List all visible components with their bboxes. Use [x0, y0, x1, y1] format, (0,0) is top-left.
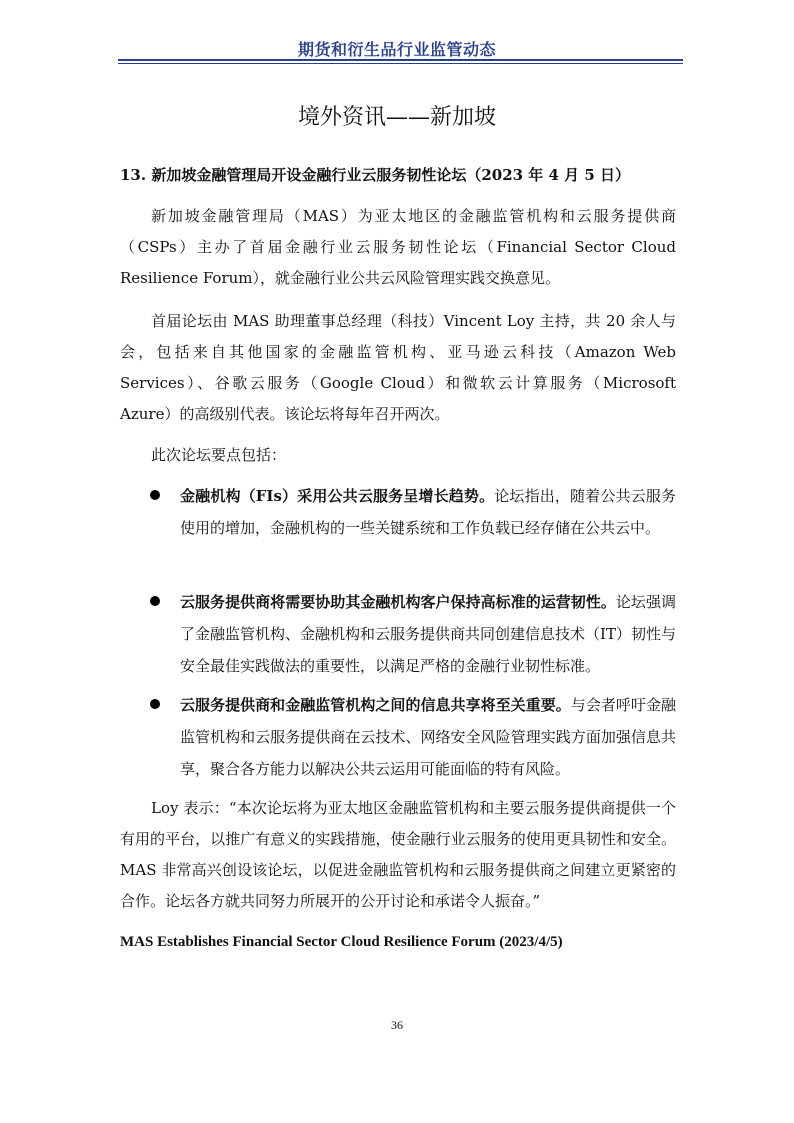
bullet-dot-icon — [150, 596, 160, 606]
section-title: 境外资讯——新加坡 — [297, 105, 496, 130]
bullet-body: 论坛指出，随着公共云服务使用的增加，金融机构的一些关键系统和工作负载已经存储在公共云中。 — [180, 487, 676, 537]
header-divider-thin — [118, 63, 683, 64]
bullet-text — [180, 586, 676, 682]
bullet-item — [150, 689, 676, 785]
paragraph-forum-details: 首届论坛由 MAS 助理董事总经理（科技）Vincent Loy 主持，共 20 余人与会，包括来自其他国家的金融监管机构、亚马逊云科技（Amazon Web Services）、谷歌云服务（Google Cloud）和微软云计算服务（Microsoft Azure）的高级别代表。该论坛将每年召开两次。 — [120, 312, 676, 423]
bullet-text — [180, 689, 676, 785]
bullet-body: 论坛强调了金融监管机构、金融机构和云服务提供商共同创建信息技术（IT）韧性与安全最佳实践做法的重要性，以满足严格的金融行业韧性标准。 — [180, 593, 676, 675]
bullet-text — [180, 480, 676, 544]
running-header-title: 期货和衍生品行业监管动态 — [297, 40, 496, 59]
paragraph-intro: 新加坡金融管理局（MAS）为亚太地区的金融监管机构和云服务提供商（CSPs）主办了首届金融行业云服务韧性论坛（Financial Sector Cloud Resilience Forum），就金融行业公共云风险管理实践交换意见。 — [120, 207, 676, 287]
bullet-item — [150, 586, 676, 682]
bullet-body: 与会者呼吁金融监管机构和云服务提供商在云技术、网络安全风险管理实践方面加强信息共享，聚合各方能力以解决公共云运用可能面临的特有风险。 — [180, 696, 676, 778]
page-number: 36 — [391, 1018, 403, 1032]
paragraph-quote: Loy 表示：“本次论坛将为亚太地区金融监管机构和主要云服务提供商提供一个有用的平台，以推广有意义的实践措施，使金融行业云服务的使用更具韧性和安全。MAS 非常高兴创设该论坛，以促进金融监管机构和云服务提供商之间建立更紧密的合作。论坛各方就共同努力所展开的公开讨论和承诺令人振奋。” — [120, 799, 676, 910]
article-heading: 13. 新加坡金融管理局开设金融行业云服务韧性论坛（2023 年 4 月 5 日） — [120, 166, 631, 184]
bullet-bold-lead: 金融机构（FIs）采用公共云服务呈增长趋势。 — [180, 487, 495, 505]
bullet-bold-lead: 云服务提供商将需要协助其金融机构客户保持高标准的运营韧性。 — [180, 593, 616, 611]
bullet-item — [150, 480, 676, 544]
bullet-bold-lead: 云服务提供商和金融监管机构之间的信息共享将至关重要。 — [180, 696, 571, 714]
bullet-dot-icon — [150, 490, 160, 500]
source-citation: MAS Establishes Financial Sector Cloud Resilience Forum (2023/4/5) — [120, 934, 563, 950]
header-divider-thick — [118, 59, 683, 61]
bullet-dot-icon — [150, 699, 160, 709]
paragraph-key-points-lead: 此次论坛要点包括： — [151, 446, 287, 464]
